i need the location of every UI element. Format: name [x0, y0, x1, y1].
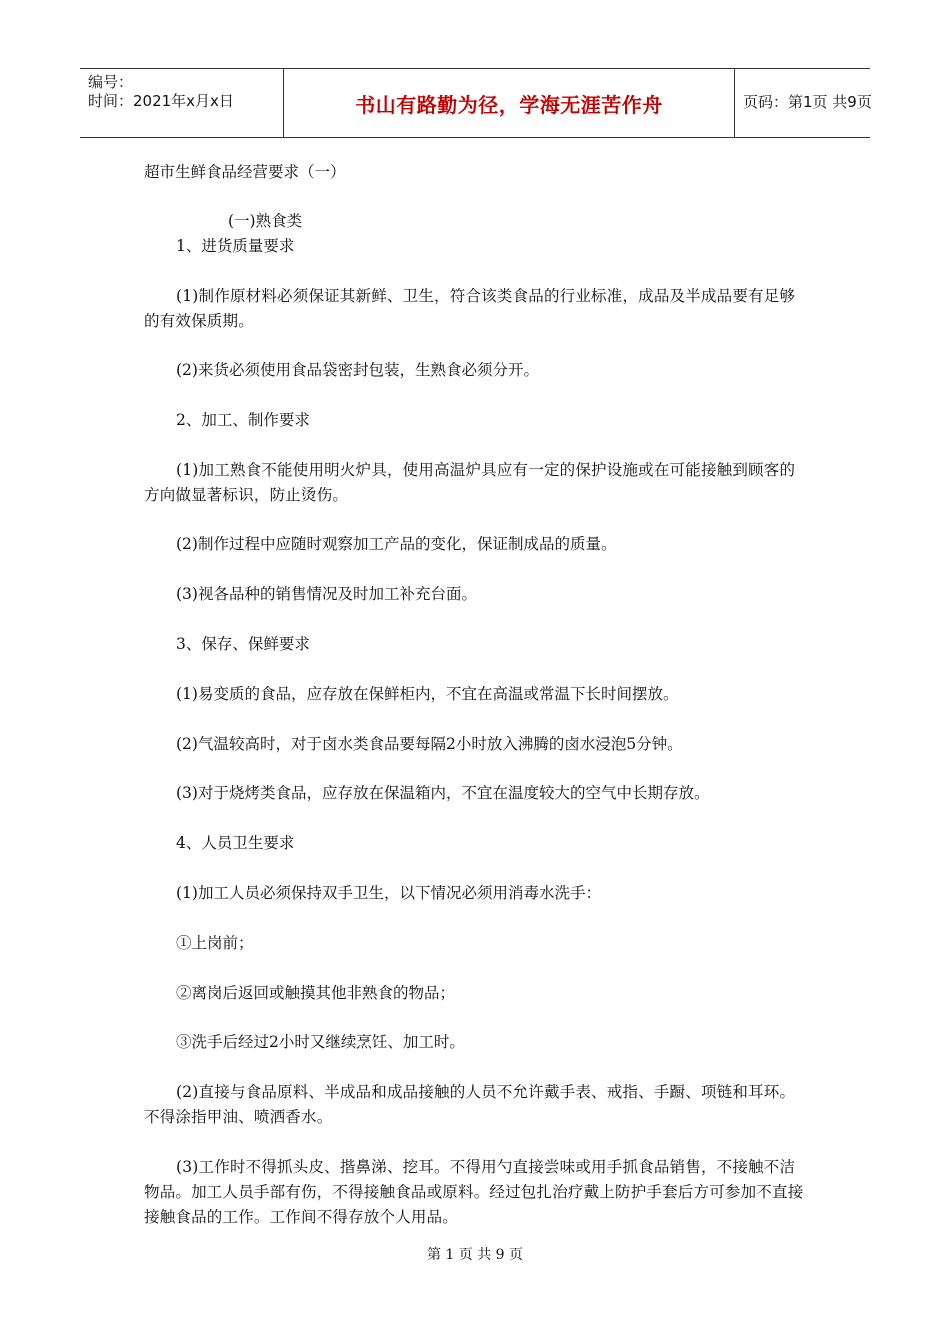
page-footer: 第 1 页 共 9 页 [426, 1247, 524, 1263]
subheading: 2、加工、制作要求 [176, 411, 310, 429]
header-time: 时间：2021年x月x日 [88, 92, 234, 110]
list-item: ①上岗前； [176, 934, 254, 952]
section-heading: (一)熟食类 [228, 212, 303, 230]
header-page-cell [735, 69, 870, 137]
header-page-code: 页码：第1页 共9页 [743, 93, 872, 111]
paragraph: (3)工作时不得抓头皮、揩鼻涕、挖耳。不得用勺直接尝味或用手抓食品销售，不接触不洁物品。加工人员手部有伤，不得接触食品或原料。经过包扎治疗戴上防护手套后方可参加不直接接触食品的工作。工作间不得存放个人用品。 [144, 1158, 804, 1226]
paragraph: (1)加工人员必须保持双手卫生，以下情况必须用消毒水洗手： [176, 884, 601, 902]
paragraph: (1)易变质的食品，应存放在保鲜柜内，不宜在高温或常温下长时间摆放。 [176, 685, 679, 703]
subheading: 3、保存、保鲜要求 [176, 635, 310, 653]
paragraph: (1)制作原材料必须保证其新鲜、卫生，符合该类食品的行业标准，成品及半成品要有足够的有效保质期。 [144, 287, 796, 330]
header-motto-cell [284, 69, 735, 137]
paragraph: (2)制作过程中应随时观察加工产品的变化，保证制成品的质量。 [176, 535, 617, 553]
header-info-cell [80, 69, 284, 137]
paragraph: (3)对于烧烤类食品，应存放在保温箱内，不宜在温度较大的空气中长期存放。 [176, 784, 710, 802]
list-item: ②离岗后返回或触摸其他非熟食的物品； [176, 984, 456, 1002]
subheading: 1、进货质量要求 [176, 237, 295, 255]
paragraph: (2)来货必须使用食品袋密封包装，生熟食必须分开。 [176, 361, 539, 379]
subheading: 4、人员卫生要求 [176, 834, 295, 852]
doc-number-label: 编号： [88, 73, 134, 91]
document-title: 超市生鲜食品经营要求（一） [144, 163, 346, 181]
header-motto: 书山有路勤为径，学海无涯苦作舟 [355, 92, 663, 117]
paragraph: (1)加工熟食不能使用明火炉具，使用高温炉具应有一定的保护设施或在可能接触到顾客的方向做显著标识，防止烫伤。 [144, 461, 796, 504]
page-header [80, 68, 870, 138]
paragraph: (2)气温较高时，对于卤水类食品要每隔2小时放入沸腾的卤水浸泡5分钟。 [176, 735, 683, 753]
paragraph: (3)视各品种的销售情况及时加工补充台面。 [176, 585, 477, 603]
list-item: ③洗手后经过2小时又继续烹饪、加工时。 [176, 1033, 465, 1051]
paragraph: (2)直接与食品原料、半成品和成品接触的人员不允许戴手表、戒指、手蹰、项链和耳环。不得涂指甲油、喷洒香水。 [144, 1083, 796, 1126]
